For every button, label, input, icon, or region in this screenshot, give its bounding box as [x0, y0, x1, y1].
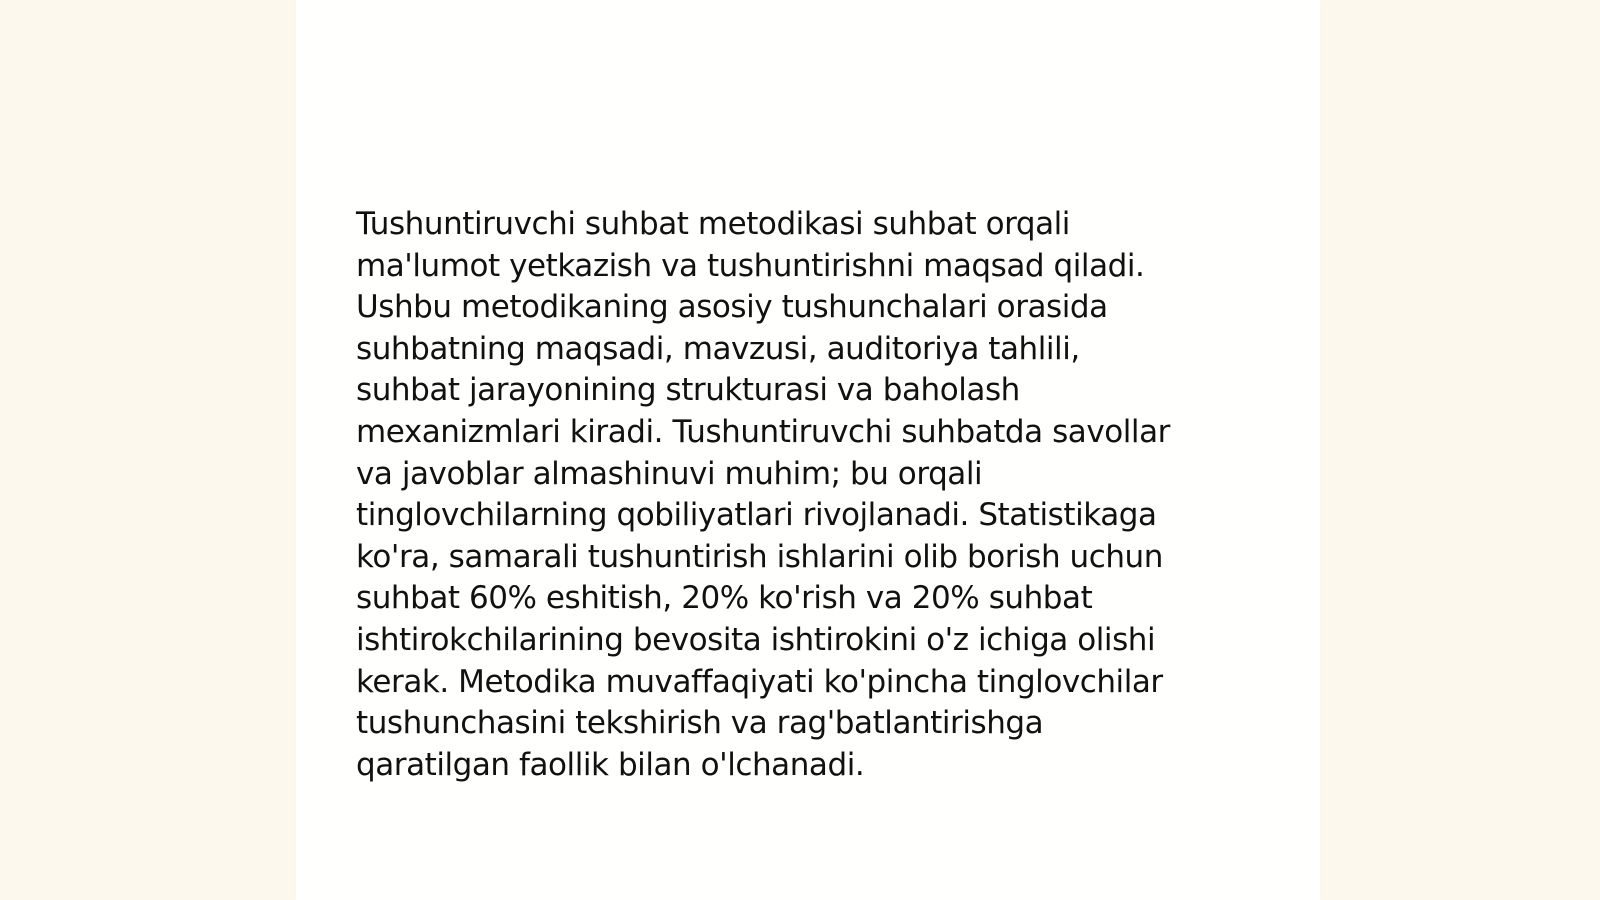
right-margin-background: [1320, 0, 1600, 900]
left-margin-background: [0, 0, 296, 900]
document-page: [296, 0, 1320, 900]
body-paragraph: Tushuntiruvchi suhbat metodikasi suhbat orqali ma'lumot yetkazish va tushuntirishni maqsad qiladi. Ushbu metodikaning asosiy tushunchalari orasida suhbatning maqsadi, mavzusi, auditoriya tahlili, suhbat jarayonining strukturasi va baholash mexanizmlari kiradi. Tushuntiruvchi suhbatda savollar va javoblar almashinuvi muhim; bu orqali tinglovchilarning qobiliyatlari rivojlanadi. Statistikaga ko'ra, samarali tushuntirish ishlarini olib borish uchun suhbat 60% eshitish, 20% ko'rish va 20% suhbat ishtirokchilarining bevosita ishtirokini o'z ichiga olishi kerak. Metodika muvaffaqiyati ko'pincha tinglovchilar tushunchasini tekshirish va rag'batlantirishga qaratilgan faollik bilan o'lchanadi.: [356, 206, 1170, 783]
